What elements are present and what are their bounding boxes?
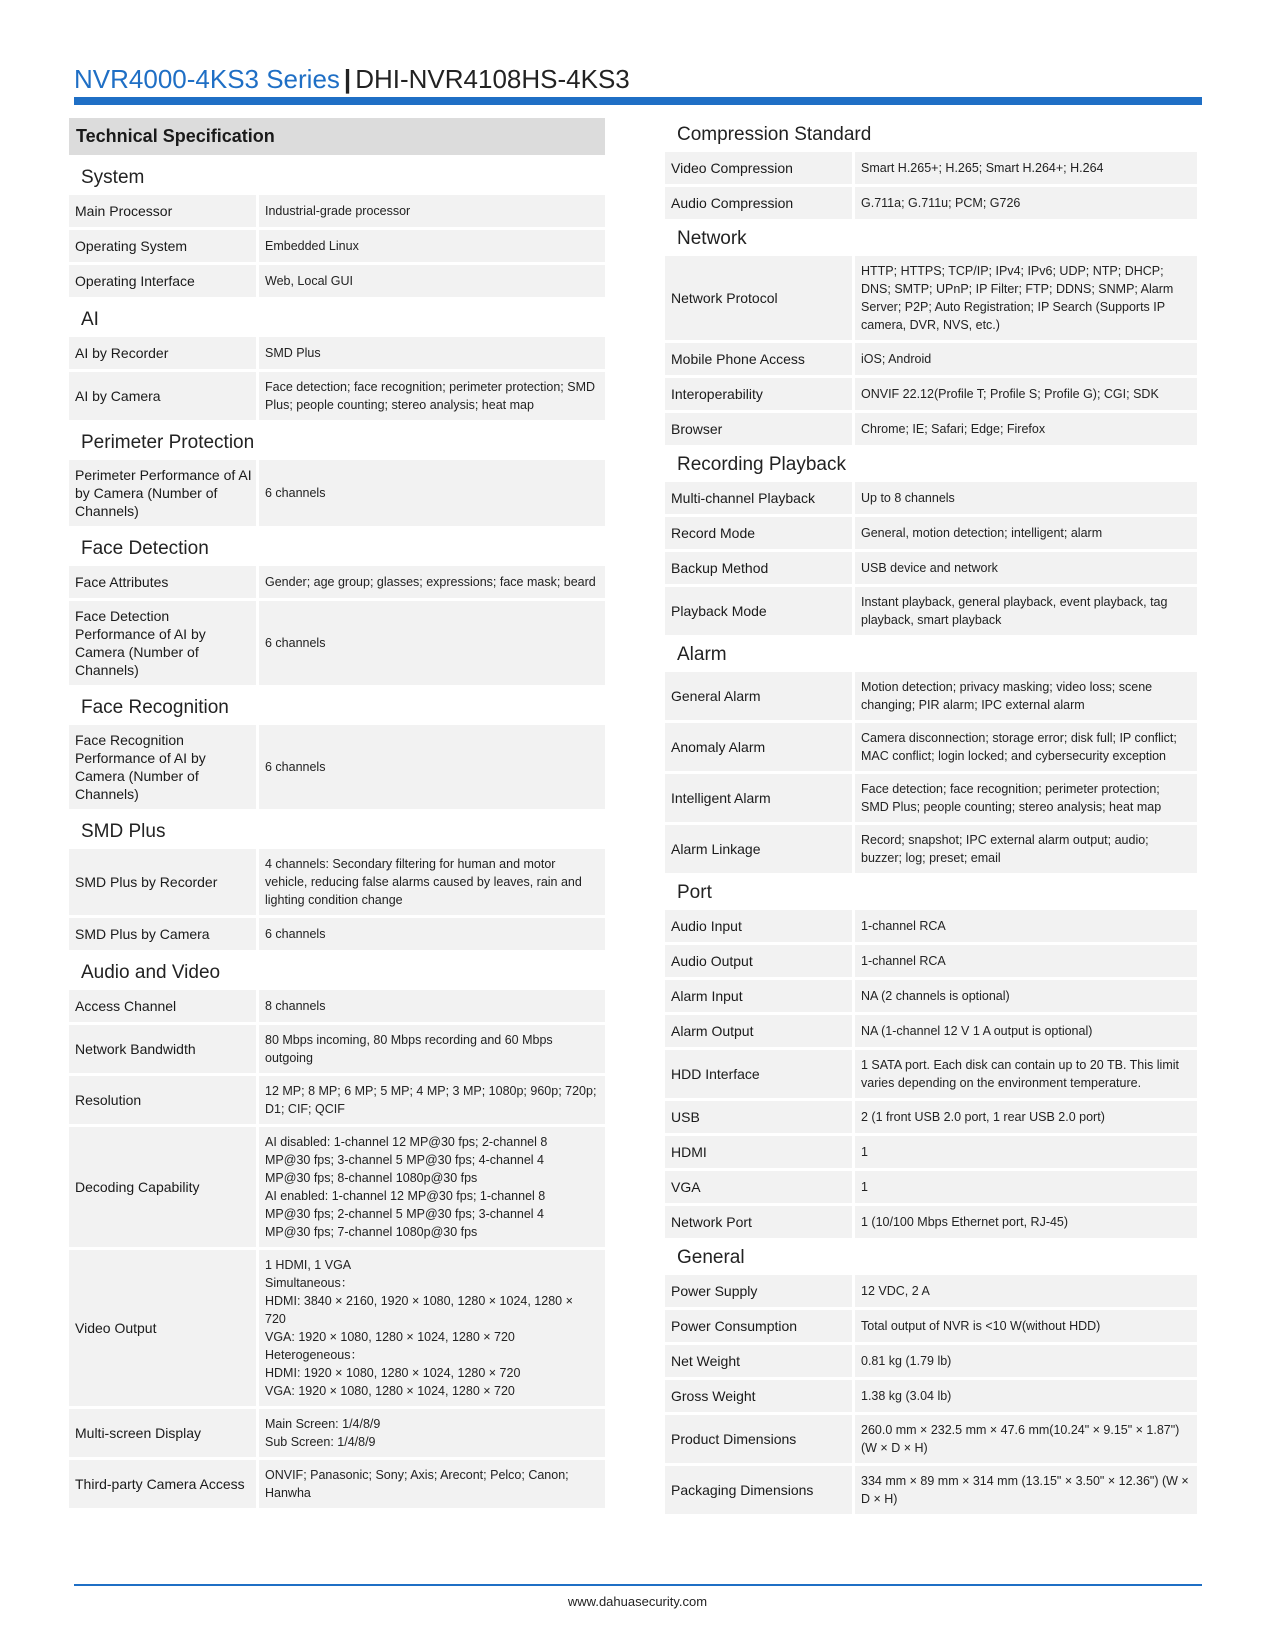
spec-value: Main Screen: 1/4/8/9 Sub Screen: 1/4/8/9 — [259, 1409, 605, 1457]
section-title: Compression Standard — [677, 124, 872, 145]
section-title: AI — [81, 309, 99, 330]
spec-row — [665, 343, 1197, 375]
spec-value: 334 mm × 89 mm × 314 mm (13.15" × 3.50" × 12.36") (W × D × H) — [855, 1466, 1197, 1514]
spec-value: Face detection; face recognition; perimeter protection; SMD Plus; people counting; stereo analysis; heat map — [855, 774, 1197, 822]
spec-label: Alarm Output — [665, 1015, 852, 1047]
spec-label: Playback Mode — [665, 587, 852, 635]
spec-row — [665, 1380, 1197, 1412]
document-title — [74, 64, 630, 95]
section-title: SMD Plus — [81, 821, 166, 842]
spec-label: Backup Method — [665, 552, 852, 584]
spec-value: 4 channels: Secondary filtering for human and motor vehicle, reducing false alarms caused by leaves, rain and lighting condition change — [259, 849, 605, 915]
spec-label: Main Processor — [69, 195, 256, 227]
spec-label: Video Compression — [665, 152, 852, 184]
spec-row — [69, 195, 605, 227]
spec-value: Face detection; face recognition; perimeter protection; SMD Plus; people counting; stereo analysis; heat map — [259, 372, 605, 420]
spec-row — [665, 672, 1197, 720]
spec-value: 1-channel RCA — [855, 910, 1197, 942]
spec-row — [665, 945, 1197, 977]
spec-value: 12 MP; 8 MP; 6 MP; 5 MP; 4 MP; 3 MP; 1080p; 960p; 720p; D1; CIF; QCIF — [259, 1076, 605, 1124]
spec-row — [665, 1101, 1197, 1133]
spec-row — [69, 372, 605, 420]
spec-row — [665, 825, 1197, 873]
spec-label: Network Protocol — [665, 256, 852, 340]
spec-label: Mobile Phone Access — [665, 343, 852, 375]
spec-value: 6 channels — [259, 918, 605, 950]
spec-value: 6 channels — [259, 601, 605, 685]
spec-value: Instant playback, general playback, event playback, tag playback, smart playback — [855, 587, 1197, 635]
spec-label: Record Mode — [665, 517, 852, 549]
spec-value: 1 HDMI, 1 VGA Simultaneous： HDMI: 3840 × 2160, 1920 × 1080, 1280 × 1024, 1280 × 720 VGA: 1920 × 1080, 1280 × 1024, 1280 × 720 Heterogeneous： HDMI: 1920 × 1080, 1280 × 1024, 1280 × 720 VGA: 1920 × 1080, 1280 × 1024, 1280 × 720 — [259, 1250, 605, 1406]
spec-label: Decoding Capability — [69, 1127, 256, 1247]
spec-value: 6 channels — [259, 460, 605, 526]
spec-row — [69, 1250, 605, 1406]
spec-row — [665, 152, 1197, 184]
spec-row — [665, 1015, 1197, 1047]
section-title: Port — [677, 882, 712, 903]
spec-label: Multi-channel Playback — [665, 482, 852, 514]
spec-value: Industrial-grade processor — [259, 195, 605, 227]
spec-value: G.711a; G.711u; PCM; G726 — [855, 187, 1197, 219]
spec-row — [665, 980, 1197, 1012]
spec-value: Total output of NVR is <10 W(without HDD) — [855, 1310, 1197, 1342]
spec-row — [69, 566, 605, 598]
spec-row — [665, 517, 1197, 549]
spec-value: 1 — [855, 1136, 1197, 1168]
spec-value: 260.0 mm × 232.5 mm × 47.6 mm(10.24" × 9.15" × 1.87") (W × D × H) — [855, 1415, 1197, 1463]
spec-value: 1 (10/100 Mbps Ethernet port, RJ-45) — [855, 1206, 1197, 1238]
spec-row — [665, 187, 1197, 219]
spec-label: Alarm Input — [665, 980, 852, 1012]
spec-label: USB — [665, 1101, 852, 1133]
spec-label: Power Supply — [665, 1275, 852, 1307]
spec-value: HTTP; HTTPS; TCP/IP; IPv4; IPv6; UDP; NTP; DHCP; DNS; SMTP; UPnP; IP Filter; FTP; DDNS; SNMP; Alarm Server; P2P; Auto Registration; IP Search (Supports IP camera, DVR, NVS, etc.) — [855, 256, 1197, 340]
spec-row — [665, 587, 1197, 635]
section-title: General — [677, 1247, 745, 1268]
section-title: Face Recognition — [81, 697, 229, 718]
spec-value: iOS; Android — [855, 343, 1197, 375]
spec-label: Audio Input — [665, 910, 852, 942]
spec-value: USB device and network — [855, 552, 1197, 584]
spec-label: VGA — [665, 1171, 852, 1203]
spec-label: SMD Plus by Recorder — [69, 849, 256, 915]
spec-value: 12 VDC, 2 A — [855, 1275, 1197, 1307]
section-title: Network — [677, 228, 747, 249]
spec-label: Network Port — [665, 1206, 852, 1238]
spec-row — [69, 337, 605, 369]
spec-label: Power Consumption — [665, 1310, 852, 1342]
spec-label: Resolution — [69, 1076, 256, 1124]
spec-label: Operating System — [69, 230, 256, 262]
spec-label: Net Weight — [665, 1345, 852, 1377]
spec-label: Face Recognition Performance of AI by Camera (Number of Channels) — [69, 725, 256, 809]
spec-row — [69, 1409, 605, 1457]
spec-row — [665, 1136, 1197, 1168]
spec-value: Embedded Linux — [259, 230, 605, 262]
section-title: System — [81, 167, 145, 188]
spec-label: SMD Plus by Camera — [69, 918, 256, 950]
spec-value: NA (1-channel 12 V 1 A output is optional) — [855, 1015, 1197, 1047]
spec-row — [69, 1025, 605, 1073]
spec-label: Interoperability — [665, 378, 852, 410]
spec-row — [665, 723, 1197, 771]
spec-row — [665, 1171, 1197, 1203]
spec-label: Browser — [665, 413, 852, 445]
spec-row — [665, 1466, 1197, 1514]
spec-label: Perimeter Performance of AI by Camera (Number of Channels) — [69, 460, 256, 526]
spec-label: HDD Interface — [665, 1050, 852, 1098]
spec-row — [69, 1460, 605, 1508]
section-title: Alarm — [677, 644, 727, 665]
spec-row — [665, 413, 1197, 445]
spec-value: 2 (1 front USB 2.0 port, 1 rear USB 2.0 port) — [855, 1101, 1197, 1133]
footer-url: www.dahuasecurity.com — [567, 1594, 708, 1609]
spec-row — [665, 482, 1197, 514]
spec-value: Chrome; IE; Safari; Edge; Firefox — [855, 413, 1197, 445]
spec-value: NA (2 channels is optional) — [855, 980, 1197, 1012]
spec-value: Smart H.265+; H.265; Smart H.264+; H.264 — [855, 152, 1197, 184]
spec-row — [69, 918, 605, 950]
section-title: Face Detection — [81, 538, 209, 559]
left-sections — [69, 158, 605, 1508]
spec-value: 1 SATA port. Each disk can contain up to 20 TB. This limit varies depending on the environment temperature. — [855, 1050, 1197, 1098]
section-title: Audio and Video — [81, 962, 221, 983]
spec-label: Intelligent Alarm — [665, 774, 852, 822]
spec-row — [69, 1076, 605, 1124]
spec-row — [665, 1050, 1197, 1098]
spec-label: Video Output — [69, 1250, 256, 1406]
section-title: Perimeter Protection — [81, 432, 255, 453]
spec-row — [69, 230, 605, 262]
spec-title: Technical Specification — [69, 118, 605, 155]
spec-label: Third-party Camera Access — [69, 1460, 256, 1508]
spec-label: Packaging Dimensions — [665, 1466, 852, 1514]
spec-value: Web, Local GUI — [259, 265, 605, 297]
spec-row — [69, 460, 605, 526]
spec-value: AI disabled: 1-channel 12 MP@30 fps; 2-channel 8 MP@30 fps; 3-channel 5 MP@30 fps; 4-channel 4 MP@30 fps; 8-channel 1080p@30 fps AI enabled: 1-channel 12 MP@30 fps; 1-channel 8 MP@30 fps; 2-channel 5 MP@30 fps; 3-channel 4 MP@30 fps; 7-channel 1080p@30 fps — [259, 1127, 605, 1247]
header-rule — [74, 97, 1202, 105]
spec-value: General, motion detection; intelligent; alarm — [855, 517, 1197, 549]
spec-row — [69, 849, 605, 915]
title-separator: | — [343, 64, 352, 94]
spec-row — [69, 990, 605, 1022]
spec-row — [69, 265, 605, 297]
spec-label: Operating Interface — [69, 265, 256, 297]
spec-label: Audio Compression — [665, 187, 852, 219]
spec-value: 6 channels — [259, 725, 605, 809]
spec-value: Record; snapshot; IPC external alarm output; audio; buzzer; log; preset; email — [855, 825, 1197, 873]
spec-value: ONVIF; Panasonic; Sony; Axis; Arecont; Pelco; Canon; Hanwha — [259, 1460, 605, 1508]
spec-value: 0.81 kg (1.79 lb) — [855, 1345, 1197, 1377]
spec-label: Access Channel — [69, 990, 256, 1022]
section-title: Recording Playback — [677, 454, 846, 475]
spec-label: General Alarm — [665, 672, 852, 720]
spec-value: SMD Plus — [259, 337, 605, 369]
spec-value: ONVIF 22.12(Profile T; Profile S; Profile G); CGI; SDK — [855, 378, 1197, 410]
spec-row — [665, 1345, 1197, 1377]
spec-row — [69, 601, 605, 685]
spec-value: 8 channels — [259, 990, 605, 1022]
spec-value: Up to 8 channels — [855, 482, 1197, 514]
spec-value: Gender; age group; glasses; expressions; face mask; beard — [259, 566, 605, 598]
spec-label: Anomaly Alarm — [665, 723, 852, 771]
spec-row — [665, 256, 1197, 340]
spec-row — [665, 1275, 1197, 1307]
spec-row — [665, 774, 1197, 822]
spec-value: 80 Mbps incoming, 80 Mbps recording and 60 Mbps outgoing — [259, 1025, 605, 1073]
series-name: NVR4000-4KS3 Series — [74, 64, 340, 94]
spec-label: Multi-screen Display — [69, 1409, 256, 1457]
spec-label: Face Detection Performance of AI by Camera (Number of Channels) — [69, 601, 256, 685]
spec-row — [665, 378, 1197, 410]
right-sections — [665, 118, 1197, 1514]
spec-row — [665, 1206, 1197, 1238]
spec-label: Product Dimensions — [665, 1415, 852, 1463]
spec-label: Gross Weight — [665, 1380, 852, 1412]
spec-value: 1 — [855, 1171, 1197, 1203]
spec-label: AI by Camera — [69, 372, 256, 420]
spec-row — [665, 910, 1197, 942]
spec-row — [665, 552, 1197, 584]
spec-value: Motion detection; privacy masking; video loss; scene changing; PIR alarm; IPC external alarm — [855, 672, 1197, 720]
spec-row — [665, 1310, 1197, 1342]
spec-label: Audio Output — [665, 945, 852, 977]
footer-rule — [74, 1584, 1202, 1586]
spec-row — [69, 1127, 605, 1247]
right-column — [665, 118, 1197, 1517]
spec-label: AI by Recorder — [69, 337, 256, 369]
spec-value: 1.38 kg (3.04 lb) — [855, 1380, 1197, 1412]
spec-label: HDMI — [665, 1136, 852, 1168]
spec-label: Face Attributes — [69, 566, 256, 598]
spec-value: Camera disconnection; storage error; disk full; IP conflict; MAC conflict; login locked; and cybersecurity exception — [855, 723, 1197, 771]
spec-row — [665, 1415, 1197, 1463]
spec-row — [69, 725, 605, 809]
spec-label: Network Bandwidth — [69, 1025, 256, 1073]
left-column — [69, 118, 605, 1511]
spec-label: Alarm Linkage — [665, 825, 852, 873]
model-name: DHI-NVR4108HS-4KS3 — [355, 64, 630, 94]
spec-value: 1-channel RCA — [855, 945, 1197, 977]
